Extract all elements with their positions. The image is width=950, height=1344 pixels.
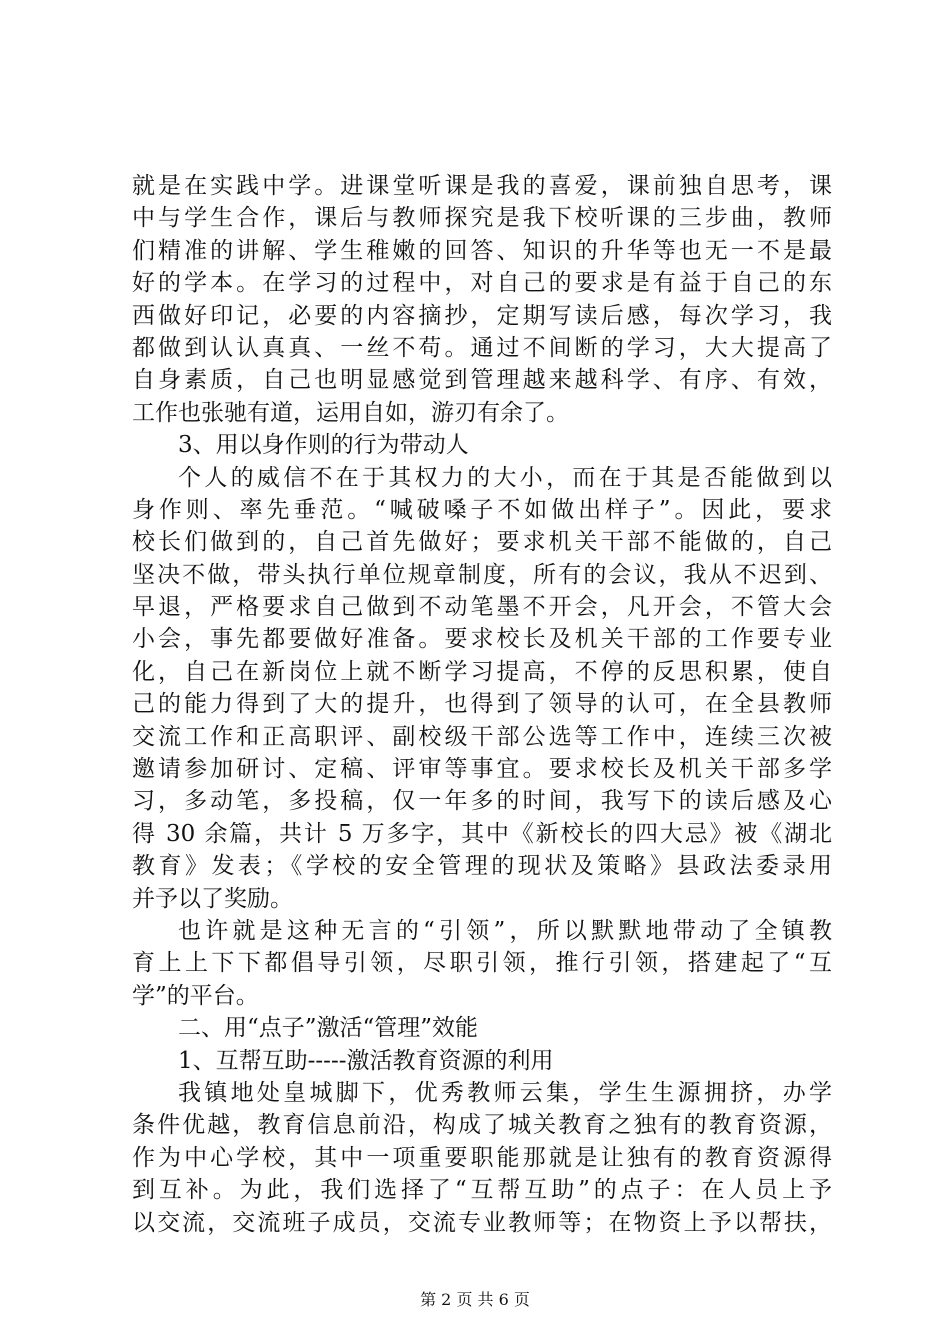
text-line: 早退，严格要求自己做到不动笔墨不开会，凡开会，不管大会	[132, 594, 832, 621]
text-line: 得 30 余篇，共计 5 万多字，其中《新校长的四大忌》被《湖北	[132, 820, 832, 847]
text-line: 教育》发表；《学校的安全管理的现状及策略》县政法委录用	[132, 853, 832, 880]
text-line: 并予以了奖励。	[132, 885, 293, 912]
text-line: 也许就是这种无言的“引领”，所以默默地带动了全镇教	[178, 917, 832, 944]
text-line: 我镇地处皇城脚下，优秀教师云集，学生生源拥挤，办学	[178, 1079, 832, 1106]
text-line: 1、互帮互助-----激活教育资源的利用	[178, 1047, 554, 1074]
text-line: 条件优越，教育信息前沿，构成了城关教育之独有的教育资源，	[132, 1112, 832, 1139]
text-line: 到互补。为此，我们选择了“互帮互助”的点子：在人员上予	[132, 1177, 832, 1204]
text-line: 习，多动笔，多投稿，仅一年多的时间，我写下的读后感及心	[132, 788, 832, 815]
page-footer: 第 2 页 共 6 页	[420, 1290, 530, 1309]
text-line: 中与学生合作，课后与教师探究是我下校听课的三步曲，教师	[132, 205, 832, 232]
text-line: 身作则、率先垂范。“喊破嗓子不如做出样子”。因此，要求	[132, 496, 832, 523]
document-body	[132, 170, 832, 1239]
text-line: 坚决不做，带头执行单位规章制度，所有的会议，我从不迟到、	[132, 561, 832, 588]
text-line: 好的学本。在学习的过程中，对自己的要求是有益于自己的东	[132, 270, 832, 297]
text-line: 校长们做到的，自己首先做好；要求机关干部不能做的，自己	[132, 529, 832, 556]
text-line: 个人的威信不在于其权力的大小，而在于其是否能做到以	[178, 464, 832, 491]
text-line: 3、用以身作则的行为带动人	[178, 432, 469, 459]
text-line: 学”的平台。	[132, 982, 259, 1009]
text-line: 小会，事先都要做好准备。要求校长及机关干部的工作要专业	[132, 626, 832, 653]
text-line: 自身素质，自己也明显感觉到管理越来越科学、有序、有效，	[132, 367, 832, 394]
text-line: 以交流，交流班子成员，交流专业教师等；在物资上予以帮扶，	[132, 1209, 832, 1236]
text-line: 就是在实践中学。进课堂听课是我的喜爱，课前独自思考，课	[132, 173, 832, 199]
text-line: 西做好印记，必要的内容摘抄，定期写读后感，每次学习，我	[132, 302, 832, 329]
text-line: 作为中心学校，其中一项重要职能那就是让独有的教育资源得	[132, 1144, 832, 1171]
text-line: 二、用“点子”激活“管理”效能	[178, 1015, 479, 1042]
text-line: 们精准的讲解、学生稚嫩的回答、知识的升华等也无一不是最	[132, 237, 832, 264]
text-line: 都做到认认真真、一丝不苟。通过不间断的学习，大大提高了	[132, 334, 832, 361]
text-line: 交流工作和正高职评、副校级干部公选等工作中，连续三次被	[132, 723, 832, 750]
text-line: 育上上下下都倡导引领，尽职引领，推行引领，搭建起了“互	[132, 950, 832, 977]
text-line: 己的能力得到了大的提升，也得到了领导的认可，在全县教师	[132, 691, 832, 718]
text-line: 化，自己在新岗位上就不断学习提高，不停的反思积累，使自	[132, 658, 832, 685]
text-line: 邀请参加研讨、定稿、评审等事宜。要求校长及机关干部多学	[132, 756, 832, 783]
text-line: 工作也张驰有道，运用自如，游刃有余了。	[132, 399, 569, 426]
